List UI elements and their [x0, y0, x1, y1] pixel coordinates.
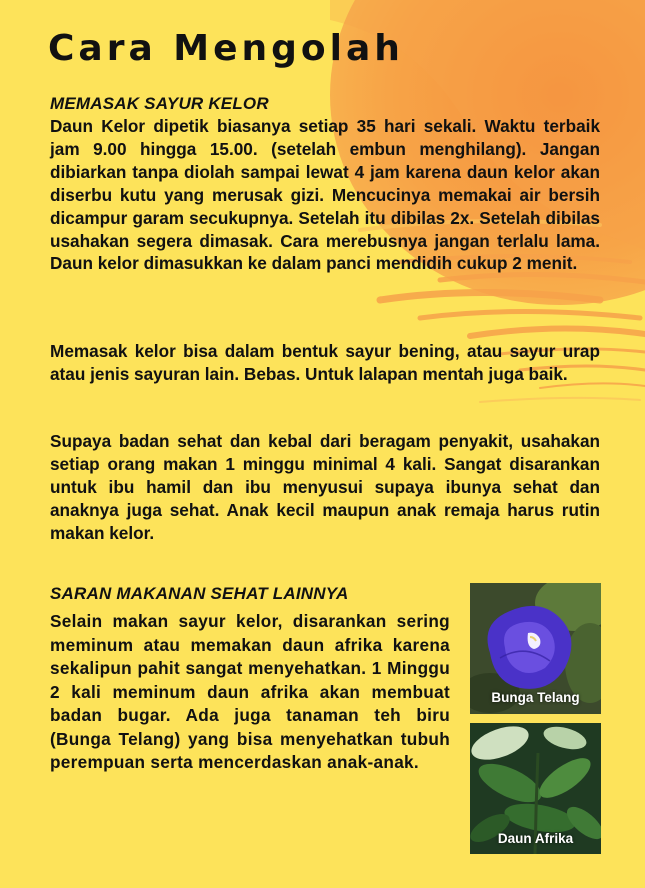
photo-bunga-telang [470, 583, 601, 714]
section-heading-saran-makanan: SARAN MAKANAN SEHAT LAINNYA [50, 584, 349, 603]
paragraph-harvest-instructions: Daun Kelor dipetik biasanya setiap 35 hari sekali. Waktu terbaik jam 9.00 hingga 15.00. (setelah embun menghilang). Jangan dibiarkan tanpa diolah sampai lewat 4 jam karena daun kelor akan diserbu kutu yang merusak gizi. Mencucinya memakai air bersih dicampur garam secukupnya. Setelah itu dibilas 2x. Setelah dibilas usahakan segera dimasak. Cara merebusnya jangan terlalu lama. Daun kelor dimasukkan ke dalam panci mendidih cukup 2 menit. [50, 116, 600, 274]
paragraph-healthy-food-suggestions: Selain makan sayur kelor, disarankan sering meminum atau memakan daun afrika karena sekalipun pahit sangat menyehatkan. 1 Minggu 2 kali meminum daun afrika akan membuat badan bugar. Ada juga tanaman teh biru (Bunga Telang) yang bisa menyehatkan tubuh perempuan serta mencerdaskan anak-anak. [50, 611, 450, 772]
photo-daun-afrika [470, 723, 601, 854]
section-heading-memasak-kelor: MEMASAK SAYUR KELOR [50, 94, 269, 113]
photo-caption-bunga-telang: Bunga Telang [491, 690, 580, 705]
photo-caption-daun-afrika: Daun Afrika [497, 831, 574, 846]
page-title: Cara Mengolah [48, 28, 404, 69]
paragraph-cooking-variations: Memasak kelor bisa dalam bentuk sayur bening, atau sayur urap atau jenis sayuran lain. Bebas. Untuk lalapan mentah juga baik. [50, 341, 600, 384]
paragraph-consumption-advice: Supaya badan sehat dan kebal dari beragam penyakit, usahakan setiap orang makan 1 minggu minimal 4 kali. Sangat disarankan untuk ibu hamil dan ibu menyusui supaya ibunya sehat dan anaknya juga sehat. Anak kecil maupun anak remaja harus rutin makan kelor. [50, 431, 600, 543]
